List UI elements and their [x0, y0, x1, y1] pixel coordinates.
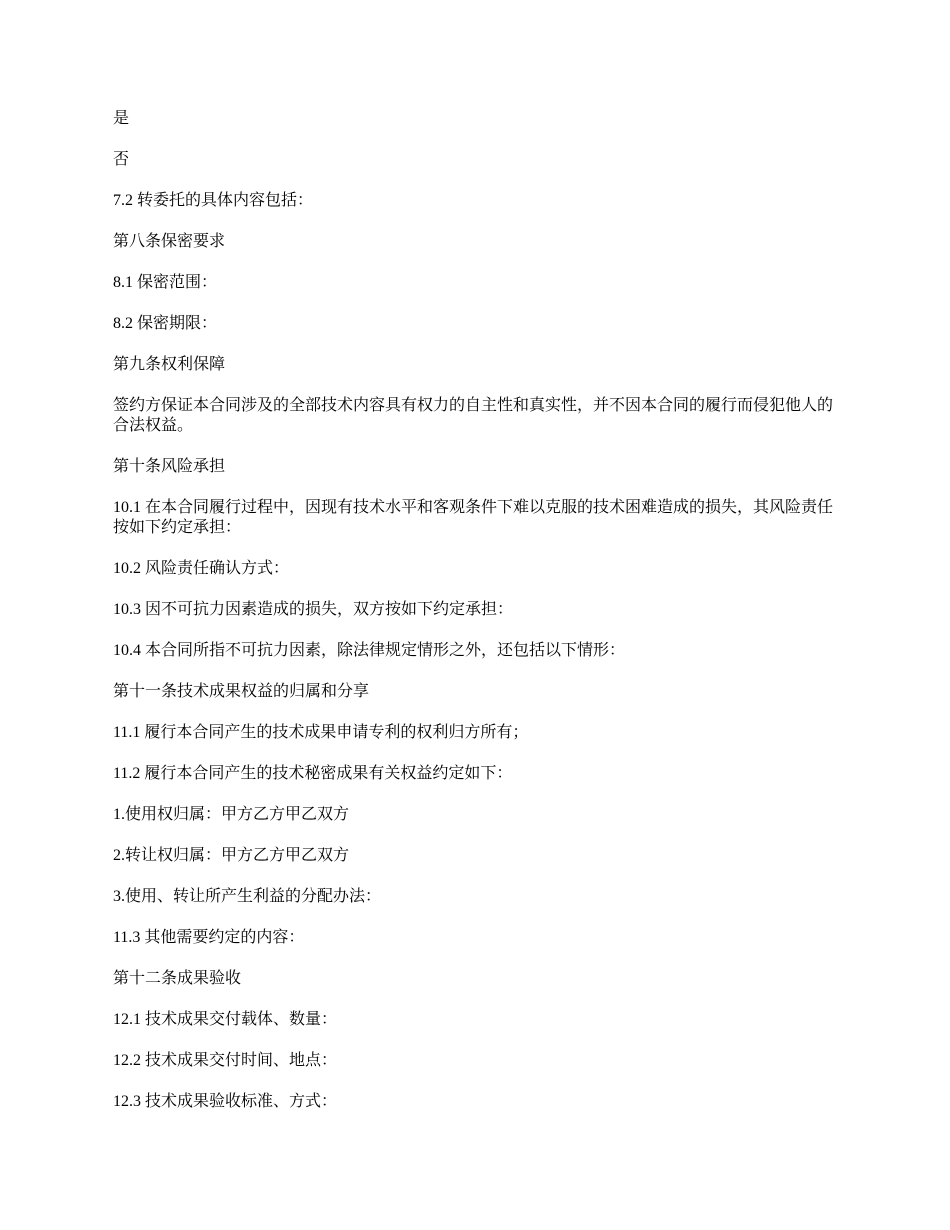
option-yes: 是 [113, 110, 130, 127]
article-8-heading: 第八条保密要求 [113, 233, 226, 250]
clause-12-1: 12.1 技术成果交付载体、数量： [113, 1011, 338, 1028]
clause-12-3: 12.3 技术成果验收标准、方式： [113, 1093, 338, 1110]
item-usage-rights: 1.使用权归属：甲方乙方甲乙双方 [113, 806, 350, 823]
item-benefit-distribution: 3.使用、转让所产生利益的分配办法： [113, 888, 382, 905]
clause-11-2: 11.2 履行本合同产生的技术秘密成果有关权益约定如下： [113, 765, 513, 782]
article-9-body: 签约方保证本合同涉及的全部技术内容具有权力的自主性和真实性，并不因本合同的履行而侵犯他人的合法权益。 [113, 397, 834, 434]
article-9-heading: 第九条权利保障 [113, 356, 226, 373]
clause-10-3: 10.3 因不可抗力因素造成的损失，双方按如下约定承担： [113, 601, 514, 618]
clause-8-2: 8.2 保密期限： [113, 315, 218, 332]
clause-10-4: 10.4 本合同所指不可抗力因素，除法律规定情形之外，还包括以下情形： [113, 642, 626, 659]
clause-10-2: 10.2 风险责任确认方式： [113, 560, 290, 577]
article-11-heading: 第十一条技术成果权益的归属和分享 [113, 683, 370, 700]
option-no: 否 [113, 151, 130, 168]
clause-12-2: 12.2 技术成果交付时间、地点： [113, 1052, 338, 1069]
article-10-heading: 第十条风险承担 [113, 458, 226, 475]
clause-8-1: 8.1 保密范围： [113, 274, 218, 291]
clause-10-1: 10.1 在本合同履行过程中，因现有技术水平和客观条件下难以克服的技术困难造成的损失，其风险责任按如下约定承担： [113, 499, 834, 536]
clause-7-2: 7.2 转委托的具体内容包括： [113, 192, 314, 209]
article-12-heading: 第十二条成果验收 [113, 970, 242, 987]
document-page [113, 109, 845, 1133]
item-transfer-rights: 2.转让权归属：甲方乙方甲乙双方 [113, 847, 350, 864]
clause-11-3: 11.3 其他需要约定的内容： [113, 929, 305, 946]
clause-11-1: 11.1 履行本合同产生的技术成果申请专利的权利归方所有； [113, 724, 529, 741]
